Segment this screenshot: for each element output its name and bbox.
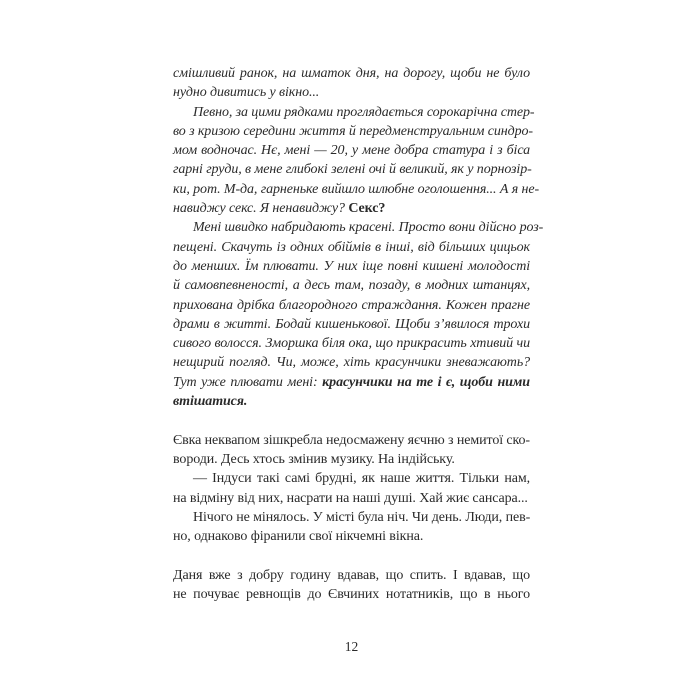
text-line xyxy=(173,353,530,372)
text-line xyxy=(173,122,533,141)
text-line xyxy=(173,276,530,295)
text-line xyxy=(173,431,530,450)
text-segment: втішатися. xyxy=(173,394,248,410)
text-line xyxy=(173,450,530,469)
text-segment: сивого волосся. Зморшка біля ока, що прикрасить хтивий чи xyxy=(173,336,530,352)
text-line xyxy=(173,180,540,199)
text-segment: до менших. Їм плювати. У них іще повні кишені молодості xyxy=(173,258,530,274)
text-line xyxy=(173,64,530,83)
text-segment: — Індуси такі самі брудні, як наше життя. Тільки нам, xyxy=(193,471,530,487)
text-segment: Нічого не мінялось. У місті була ніч. Чи день. Люди, пев- xyxy=(193,509,531,525)
text-segment: Мені швидко набридають красені. Просто вони дійсно роз- xyxy=(193,220,544,236)
text-line xyxy=(173,527,530,546)
text-line xyxy=(173,373,530,392)
text-segment: мом водночас. Нє, мені — 20, у мене добра статура і з біса xyxy=(173,143,530,159)
text-line xyxy=(173,83,530,102)
text-segment: нудно дивитись у вікно... xyxy=(173,85,320,101)
text-segment: на відміну від них, насрати на наші душі. Хай жиє сансара... xyxy=(173,490,528,506)
text-line xyxy=(173,160,530,179)
text-segment: красунчики на те і є, щоби ними xyxy=(322,374,530,390)
blank-line xyxy=(173,411,530,430)
text-segment: вороди. Десь хтось змінив музику. На індійську. xyxy=(173,451,455,467)
text-segment: Євка неквапом зішкребла недосмажену яєчню з немитої ско- xyxy=(173,432,530,448)
text-segment: Секс? xyxy=(348,201,386,217)
text-line xyxy=(173,469,530,488)
text-segment: й самовпевненості, а десь там, позаду, в модних штанцях, xyxy=(173,278,530,294)
text-segment: смішливий ранок, на шматок дня, на дорогу, щоби не було xyxy=(173,66,530,81)
text-segment: пещені. Скачуть із одних обіймів в інші, від більших цицьок xyxy=(173,239,530,255)
text-line xyxy=(173,257,530,276)
text-line xyxy=(173,392,530,411)
text-segment: Тут уже плювати мені: xyxy=(173,374,323,390)
text-segment: но, однаково фіранили свої нікчемні вікна. xyxy=(173,529,424,545)
text-line xyxy=(173,141,530,160)
text-segment: не почуває ревнощів до Євчиних нотатників, що в нього xyxy=(173,587,530,603)
text-line xyxy=(173,103,535,122)
text-line xyxy=(173,315,530,334)
text-segment: драми в житті. Бодай кишенькової. Щоби з’явилося трохи xyxy=(173,316,530,332)
text-line xyxy=(173,199,530,218)
text-segment: нещирий погляд. Чи, може, хіть красунчики зневажають? xyxy=(173,355,530,371)
text-segment: гарні груди, в мене глибокі зелені очі й великий, як у порнозір- xyxy=(173,162,532,178)
text-segment: Певно, за цими рядками проглядається сорокарічна стер- xyxy=(193,104,535,120)
page-number: 12 xyxy=(344,639,359,654)
page-text-block xyxy=(173,64,544,604)
text-line xyxy=(173,296,530,315)
text-line xyxy=(173,218,544,237)
text-segment: прихована дрібка благородного страждання. Кожен прагне xyxy=(173,297,530,313)
text-line xyxy=(173,566,530,585)
text-segment: ки, рот. М-да, гарненьке вийшло шлюбне оголошення... А я не- xyxy=(173,181,540,197)
text-line xyxy=(173,238,530,257)
blank-line xyxy=(173,546,530,565)
text-segment: во з кризою середини життя й передменструальним синдро- xyxy=(173,123,533,139)
text-line xyxy=(173,334,530,353)
text-line xyxy=(173,489,530,508)
text-line xyxy=(173,508,530,527)
text-segment: навиджу секс. Я ненавиджу? xyxy=(173,201,349,217)
text-line xyxy=(173,585,530,604)
text-segment: Даня вже з добру годину вдавав, що спить. І вдавав, що xyxy=(173,567,530,583)
